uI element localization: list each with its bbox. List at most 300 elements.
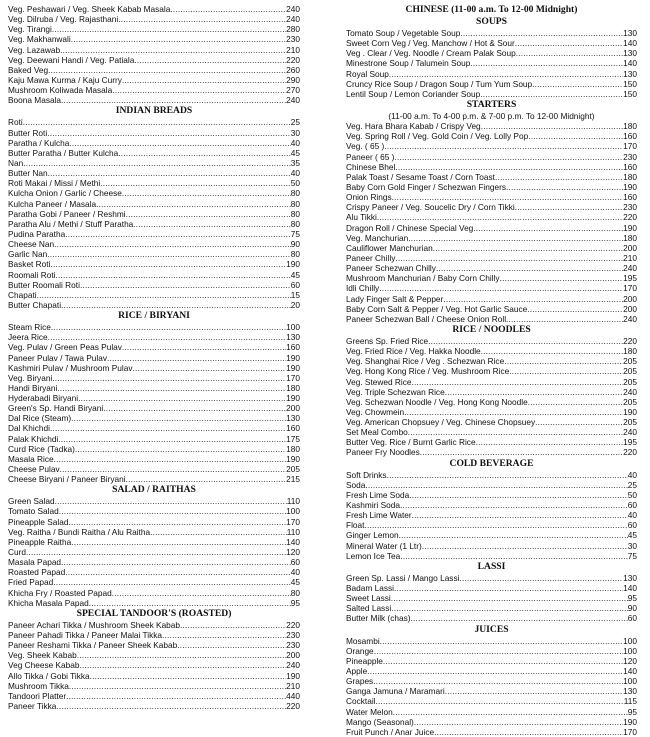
menu-section-rice-biryani xyxy=(8,310,300,484)
item-name: Chapati xyxy=(8,289,37,300)
dot-leader xyxy=(69,681,286,691)
dot-leader xyxy=(495,172,623,182)
section-heading: CHINESE (11-00 a.m. To 12-00 Midnight) xyxy=(405,4,578,15)
menu-item xyxy=(8,300,300,310)
item-name: Roti xyxy=(8,117,23,128)
menu-item xyxy=(8,373,300,383)
menu-item xyxy=(8,567,300,577)
dot-leader xyxy=(504,356,623,366)
item-name: Lemon Ice Tea xyxy=(346,550,401,561)
item-price: 140 xyxy=(623,666,637,677)
menu-item xyxy=(346,253,637,263)
dot-leader xyxy=(122,188,291,198)
item-name: Allo Tikka / Gobi Tikka xyxy=(8,670,90,681)
menu-item xyxy=(346,152,637,162)
menu-item xyxy=(8,630,300,640)
dot-leader xyxy=(383,656,623,666)
item-price: 140 xyxy=(623,58,637,69)
item-name: Nan xyxy=(8,157,24,168)
section-heading: RICE / NOODLES xyxy=(452,323,531,335)
section-heading: SPECIAL TANDOOR'S (ROASTED) xyxy=(76,607,232,619)
menu-item xyxy=(8,557,300,567)
dot-leader xyxy=(75,444,286,454)
item-price: 175 xyxy=(286,433,300,444)
menu-item xyxy=(346,686,637,696)
dot-leader xyxy=(47,249,291,259)
item-name: Crispy Paneer / Veg. Soucelic Dry / Corn Tikki xyxy=(346,202,515,213)
item-name: Fresh Lime Water xyxy=(346,510,412,521)
dot-leader xyxy=(122,342,286,352)
dot-leader xyxy=(445,686,623,696)
dot-leader xyxy=(527,304,623,314)
dot-leader xyxy=(395,162,623,172)
dot-leader xyxy=(48,168,291,178)
item-price: 195 xyxy=(623,273,637,284)
item-price: 240 xyxy=(623,427,637,438)
item-price: 130 xyxy=(623,28,637,38)
item-price: 195 xyxy=(623,437,637,448)
menu-item xyxy=(8,4,300,14)
item-price: 25 xyxy=(290,117,300,128)
item-price: 200 xyxy=(286,403,300,414)
menu-item xyxy=(346,727,637,737)
dot-leader xyxy=(54,454,287,464)
item-price: 120 xyxy=(623,655,637,666)
menu-item xyxy=(8,496,300,506)
item-price: 100 xyxy=(623,645,637,656)
item-name: Veg. Spring Roll / Veg. Gold Coin / Veg. Lolly Pop xyxy=(346,131,529,142)
item-price: 30 xyxy=(627,540,637,551)
dot-leader xyxy=(96,199,291,209)
item-name: Veg. Manchurian xyxy=(346,232,409,243)
dot-leader xyxy=(389,69,623,79)
menu-column-left xyxy=(8,4,300,711)
menu-item xyxy=(8,681,300,691)
item-price: 190 xyxy=(286,259,300,270)
item-price: 160 xyxy=(286,342,300,353)
item-name: Butter Paratha / Butter Kulcha xyxy=(8,147,119,158)
dot-leader xyxy=(394,152,623,162)
dot-leader xyxy=(71,537,286,547)
item-price: 190 xyxy=(623,222,637,233)
menu-item xyxy=(346,447,637,457)
menu-item xyxy=(346,182,637,192)
dot-leader xyxy=(408,427,623,437)
dot-leader xyxy=(420,447,623,457)
menu-item xyxy=(8,393,300,403)
item-name: Paneer Reshami Tikka / Paneer Sheek Kabab xyxy=(8,640,178,651)
item-price: 200 xyxy=(623,293,637,304)
item-price: 180 xyxy=(623,346,637,357)
item-name: Hyderabadi Biryani xyxy=(8,393,79,404)
menu-item xyxy=(8,239,300,249)
item-price: 170 xyxy=(286,516,300,527)
dot-leader xyxy=(374,646,623,656)
menu-item xyxy=(346,121,637,131)
menu-section-juices xyxy=(346,624,637,737)
item-name: Mango (Seasonal) xyxy=(346,716,414,727)
menu-item xyxy=(346,79,637,89)
menu-item xyxy=(346,356,637,366)
dot-leader xyxy=(90,671,287,681)
menu-item xyxy=(346,223,637,233)
item-name: Pineapple Salad xyxy=(8,516,69,527)
item-price: 240 xyxy=(286,660,300,671)
item-price: 290 xyxy=(286,74,300,85)
item-name: Veg. Hong Kong Rice / Veg. Mushroom Rice xyxy=(346,366,510,377)
dot-leader xyxy=(445,387,623,397)
item-name: Baby Corn Salt & Pepper / Veg. Hot Garlic Sauce xyxy=(346,303,528,314)
menu-item xyxy=(346,48,637,58)
item-price: 80 xyxy=(290,208,300,219)
item-price: 90 xyxy=(290,239,300,250)
item-name: Paneer Achari Tikka / Mushroom Sheek Kabab xyxy=(8,619,181,630)
dot-leader xyxy=(535,417,623,427)
menu-item xyxy=(346,162,637,172)
dot-leader xyxy=(399,530,628,540)
item-name: Palak Khichdi xyxy=(8,433,59,444)
dot-leader xyxy=(48,65,286,75)
dot-leader xyxy=(89,598,291,608)
item-name: Tandoori Platter xyxy=(8,690,67,701)
item-price: 60 xyxy=(627,613,637,624)
menu-item xyxy=(346,470,637,480)
menu-item xyxy=(8,547,300,557)
item-price: 240 xyxy=(286,95,300,106)
menu-item xyxy=(8,55,300,65)
menu-item xyxy=(346,38,637,48)
dot-leader xyxy=(392,192,623,202)
dot-leader xyxy=(391,603,628,613)
item-price: 95 xyxy=(290,597,300,608)
item-name: Steam Rice xyxy=(8,322,51,333)
menu-item xyxy=(8,527,300,537)
menu-item xyxy=(8,363,300,373)
menu-item xyxy=(8,219,300,229)
dot-leader xyxy=(528,397,623,407)
item-name: Royal Soup xyxy=(346,68,389,79)
menu-item xyxy=(346,263,637,273)
item-name: Soft Drinks xyxy=(346,469,387,480)
item-price: 190 xyxy=(286,352,300,363)
item-price: 205 xyxy=(286,464,300,475)
menu-item xyxy=(346,192,637,202)
dot-leader xyxy=(436,263,623,273)
item-name: Lady Finger Salt & Pepper xyxy=(346,293,444,304)
item-price: 180 xyxy=(623,232,637,243)
item-price: 440 xyxy=(286,690,300,701)
item-name: Masala Rice xyxy=(8,453,54,464)
item-name: Fresh Lime Soda xyxy=(346,489,410,500)
item-name: Butter Nan xyxy=(8,168,48,179)
item-price: 190 xyxy=(286,393,300,404)
menu-item xyxy=(8,454,300,464)
menu-item xyxy=(346,427,637,437)
item-name: Veg. Chowmein xyxy=(346,406,405,417)
item-price: 160 xyxy=(623,131,637,142)
dot-leader xyxy=(61,557,291,567)
item-price: 50 xyxy=(290,178,300,189)
menu-item xyxy=(8,383,300,393)
menu-item xyxy=(346,551,637,561)
dot-leader xyxy=(112,588,291,598)
dot-leader xyxy=(118,148,291,158)
item-name: Butter Roomali Roti xyxy=(8,279,80,290)
dot-leader xyxy=(56,701,286,711)
menu-item xyxy=(8,249,300,259)
item-price: 40 xyxy=(290,168,300,179)
menu-item xyxy=(346,490,637,500)
item-name: Grapes xyxy=(346,676,374,687)
item-price: 80 xyxy=(290,249,300,260)
item-name: Paratha Gobi / Paneer / Reshmi xyxy=(8,208,126,219)
dot-leader xyxy=(50,259,286,269)
dot-leader xyxy=(162,630,286,640)
dot-leader xyxy=(506,314,623,324)
dot-leader xyxy=(412,377,624,387)
dot-leader xyxy=(77,650,286,660)
item-price: 270 xyxy=(286,85,300,96)
item-price: 80 xyxy=(290,198,300,209)
item-name: Badam Lassi xyxy=(346,583,394,594)
menu-item xyxy=(346,510,637,520)
item-price: 100 xyxy=(623,635,637,646)
item-price: 100 xyxy=(286,322,300,333)
item-name: Veg. Sheek Kabab xyxy=(8,650,77,661)
dot-leader xyxy=(476,437,624,447)
item-name: Mineral Water (1 Ltr) xyxy=(346,540,422,551)
menu-item xyxy=(346,141,637,151)
item-name: Green Salad xyxy=(8,496,55,507)
menu-item xyxy=(8,517,300,527)
menu-item xyxy=(8,75,300,85)
item-price: 110 xyxy=(286,496,300,507)
item-name: Fruit Punch / Anar Juice xyxy=(346,726,435,737)
item-price: 240 xyxy=(623,313,637,324)
dot-leader xyxy=(118,14,286,24)
item-name: Garlic Nan xyxy=(8,249,48,260)
dot-leader xyxy=(377,212,623,222)
dot-leader xyxy=(56,270,291,280)
item-price: 190 xyxy=(286,362,300,373)
item-price: 150 xyxy=(623,78,637,89)
item-price: 220 xyxy=(623,212,637,223)
menu-item xyxy=(8,148,300,158)
menu-item xyxy=(346,283,637,293)
item-price: 170 xyxy=(623,283,637,294)
dot-leader xyxy=(133,363,287,373)
menu-item xyxy=(346,417,637,427)
item-price: 240 xyxy=(623,386,637,397)
item-price: 180 xyxy=(623,171,637,182)
menu-section-continued xyxy=(8,4,300,105)
dot-leader xyxy=(409,490,628,500)
dot-leader xyxy=(65,229,291,239)
dot-leader xyxy=(52,373,286,383)
item-name: Veg. Lazawab xyxy=(8,44,61,55)
item-name: Veg . Clear / Veg. Noodle / Cream Palak Soup xyxy=(346,48,516,59)
item-price: 205 xyxy=(623,356,637,367)
dot-leader xyxy=(23,158,291,168)
item-name: Sweet Lassi xyxy=(346,593,391,604)
item-price: 200 xyxy=(623,303,637,314)
menu-section-indian-breads xyxy=(8,105,300,310)
dot-leader xyxy=(60,464,286,474)
dot-leader xyxy=(422,541,628,551)
item-name: Baby Corn Gold Finger / Schezwan Fingers xyxy=(346,181,507,192)
dot-leader xyxy=(112,85,286,95)
item-price: 95 xyxy=(627,593,637,604)
dot-leader xyxy=(59,506,286,516)
dot-leader xyxy=(48,332,286,342)
item-price: 180 xyxy=(286,443,300,454)
dot-leader xyxy=(122,75,286,85)
menu-item xyxy=(8,322,300,332)
item-name: Fried Papad xyxy=(8,577,54,588)
menu-section-cold-beverage xyxy=(346,458,637,561)
dot-leader xyxy=(180,620,286,630)
item-name: Dragon Roll / Chinese Special Veg xyxy=(346,222,474,233)
item-price: 35 xyxy=(290,157,300,168)
dot-leader xyxy=(55,496,287,506)
item-name: Veg. Schezwan Noodle / Veg. Hong Kong Noodle xyxy=(346,396,528,407)
item-name: Paneer Fry Noodles xyxy=(346,447,420,458)
menu-item xyxy=(346,541,637,551)
dot-leader xyxy=(107,353,286,363)
item-name: Pineapple xyxy=(346,655,383,666)
item-name: Veg. ( 65 ) xyxy=(346,141,385,152)
dot-leader xyxy=(53,577,291,587)
item-name: Paneer Tikka xyxy=(8,701,57,711)
menu-item xyxy=(346,212,637,222)
dot-leader xyxy=(400,500,628,510)
item-price: 210 xyxy=(286,680,300,691)
item-name: Tomato Salad xyxy=(8,506,59,517)
dot-leader xyxy=(391,593,628,603)
item-name: Jeera Rice xyxy=(8,332,48,343)
item-name: Pineapple Raitha xyxy=(8,536,72,547)
item-price: 230 xyxy=(286,630,300,641)
menu-item xyxy=(8,650,300,660)
menu-item xyxy=(8,701,300,711)
item-name: Apple xyxy=(346,666,368,677)
item-price: 280 xyxy=(286,24,300,35)
dot-leader xyxy=(393,707,628,717)
dot-leader xyxy=(60,45,286,55)
item-price: 80 xyxy=(290,587,300,598)
item-price: 20 xyxy=(290,299,300,310)
item-name: Curd xyxy=(8,547,26,558)
dot-leader xyxy=(380,636,623,646)
dot-leader xyxy=(394,583,623,593)
item-name: Veg. Tirangi xyxy=(8,24,52,35)
menu-item xyxy=(346,273,637,283)
item-name: Paneer Schezwan Ball / Cheese Onion Roll xyxy=(346,313,507,324)
item-price: 200 xyxy=(623,242,637,253)
dot-leader xyxy=(373,676,623,686)
dot-leader xyxy=(411,613,628,623)
menu-item xyxy=(346,500,637,510)
item-name: Float xyxy=(346,520,365,531)
menu-item xyxy=(8,577,300,587)
item-price: 130 xyxy=(623,686,637,697)
dot-leader xyxy=(365,480,627,490)
dot-leader xyxy=(100,178,291,188)
item-name: Idli Chilly xyxy=(346,283,380,294)
dot-leader xyxy=(57,383,286,393)
dot-leader xyxy=(379,283,623,293)
menu-item xyxy=(346,707,637,717)
item-price: 190 xyxy=(286,670,300,681)
item-price: 130 xyxy=(623,48,637,59)
item-price: 240 xyxy=(286,14,300,25)
item-name: Butter Roti xyxy=(8,127,48,138)
dot-leader xyxy=(52,24,286,34)
item-price: 40 xyxy=(290,567,300,578)
item-price: 120 xyxy=(286,547,300,558)
dot-leader xyxy=(177,640,286,650)
item-price: 60 xyxy=(627,520,637,531)
item-price: 180 xyxy=(286,382,300,393)
dot-leader xyxy=(400,551,627,561)
item-price: 40 xyxy=(627,510,637,521)
menu-item xyxy=(8,537,300,547)
dot-leader xyxy=(126,209,291,219)
dot-leader xyxy=(515,202,623,212)
item-name: Cocktail xyxy=(346,696,376,707)
item-name: Paneer Pahadi Tikka / Paneer Malai Tikka xyxy=(8,630,163,641)
item-price: 115 xyxy=(623,696,637,707)
dot-leader xyxy=(480,89,623,99)
item-price: 220 xyxy=(623,335,637,346)
dot-leader xyxy=(395,253,623,263)
dot-leader xyxy=(170,4,286,14)
menu-item xyxy=(8,45,300,55)
item-name: Dal Khichdi xyxy=(8,423,50,434)
dot-leader xyxy=(103,403,286,413)
dot-leader xyxy=(65,567,291,577)
item-name: Soda xyxy=(346,479,366,490)
item-price: 25 xyxy=(627,479,637,490)
item-name: Water Melon xyxy=(346,706,393,717)
section-heading: JUICES xyxy=(474,623,509,635)
menu-item xyxy=(346,304,637,314)
dot-leader xyxy=(516,48,623,58)
dot-leader xyxy=(433,243,623,253)
dot-leader xyxy=(150,527,287,537)
item-price: 160 xyxy=(286,423,300,434)
item-name: Tomato Soup / Vegetable Soup xyxy=(346,28,461,38)
item-name: Mushroom Koliwada Masala xyxy=(8,85,113,96)
menu-item xyxy=(8,620,300,630)
menu-item xyxy=(346,407,637,417)
item-name: Kashmiri Soda xyxy=(346,500,400,511)
item-name: Curd Rice (Tadka) xyxy=(8,443,75,454)
item-name: Paneer ( 65 ) xyxy=(346,151,395,162)
item-name: Veg. Peshawari / Veg. Sheek Kabab Masala xyxy=(8,4,171,14)
item-name: Salted Lassi xyxy=(346,603,392,614)
menu-item xyxy=(346,437,637,447)
dot-leader xyxy=(23,117,291,127)
menu-section-starters xyxy=(346,99,637,324)
menu-item xyxy=(8,403,300,413)
menu-item xyxy=(346,480,637,490)
item-price: 240 xyxy=(623,263,637,274)
item-name: Paratha Alu / Methi / Stuff Paratha xyxy=(8,218,134,229)
menu-item xyxy=(346,583,637,593)
item-price: 100 xyxy=(623,676,637,687)
menu-section-soups xyxy=(346,16,637,99)
